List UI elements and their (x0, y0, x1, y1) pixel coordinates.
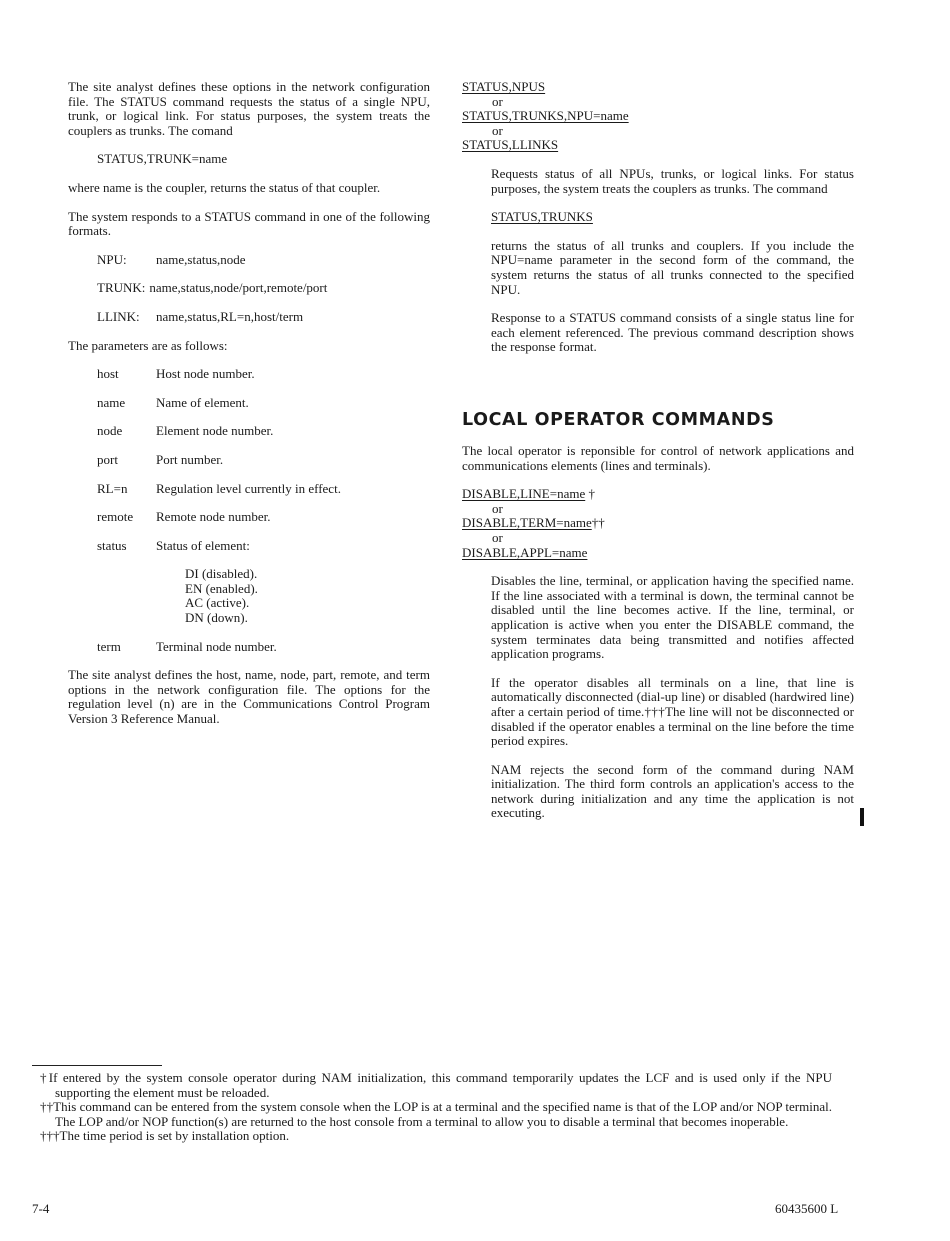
nam-paragraph: NAM rejects the second form of the command during NAM initialization. The third form controls an application's access to the network during initialization and any time the application is not executing. (491, 761, 854, 821)
param-key: term (97, 638, 121, 654)
or-text: or (492, 93, 503, 109)
param-row (68, 367, 430, 382)
intro-paragraph: The site analyst defines these options in the network configuration file. The STATUS command requests the status of a single NPU, trunk, or logical link. For status purposes, the system treats the couplers as trunks. The comand (68, 79, 430, 138)
param-row (68, 424, 430, 439)
change-bar (860, 808, 864, 826)
format-llink (68, 310, 430, 325)
disable-term-command (462, 516, 854, 531)
status-value: DN (down). (185, 610, 248, 626)
disable-line-command (462, 487, 854, 502)
footnote-mark: † (588, 486, 595, 502)
footnote-mark: †† (591, 515, 605, 531)
or-text: or (492, 529, 503, 545)
format-value: name,status,node (156, 251, 246, 267)
where-name-paragraph: where name is the coupler, returns the status of that coupler. (68, 179, 381, 195)
param-desc: Element node number. (156, 423, 274, 439)
status-trunks-npu-command: STATUS,TRUNKS,NPU=name (462, 108, 629, 124)
param-key: node (97, 423, 123, 439)
command-text: DISABLE,LINE=name (462, 486, 586, 502)
param-desc: Regulation level currently in effect. (156, 480, 341, 496)
right-column (462, 80, 854, 355)
status-value: AC (active). (185, 595, 250, 611)
disable-appl-command: DISABLE,APPL=name (462, 544, 588, 560)
status-llinks-command: STATUS,LLINKS (462, 137, 559, 153)
format-key: NPU: (97, 251, 127, 267)
footnotes (40, 1071, 832, 1144)
param-desc: Name of element. (156, 394, 249, 410)
command-text: DISABLE,TERM=name (462, 515, 592, 531)
local-operator-section (462, 444, 854, 821)
param-desc: Host node number. (156, 366, 255, 382)
param-desc: Terminal node number. (156, 638, 277, 654)
param-row (68, 539, 430, 554)
param-key: name (97, 394, 126, 410)
status-trunks-command: STATUS,TRUNKS (491, 209, 593, 225)
status-trunk-command: STATUS,TRUNK=name (97, 151, 228, 167)
param-row (68, 396, 430, 411)
param-key: status (97, 537, 127, 553)
responds-paragraph: The system responds to a STATUS command in one of the following formats. (68, 208, 430, 239)
param-key: remote (97, 509, 134, 525)
if-operator-paragraph: If the operator disables all terminals on a line, that line is automatically disconnected (dial-up line) or disabled (hardwired line) after a certain period of time.†††The line will not be disconnected or disabled if the operator enables a terminal on the line before the time period expires. (491, 674, 854, 749)
or-text: or (492, 500, 503, 516)
status-value: EN (enabled). (185, 580, 258, 596)
format-npu (68, 253, 430, 268)
disables-paragraph: Disables the line, terminal, or application having the specified name. If the line associated with a terminal is down, the terminal cannot be disabled until the line becomes active. If the line, terminal, or application is active when you enter the DISABLE command, the system terminates data being transmitted and notifies affected application programs. (491, 573, 854, 662)
param-key: host (97, 366, 119, 382)
requests-paragraph: Requests status of all NPUs, trunks, or logical links. For status purposes, the system treats the couplers as trunks. The command (491, 165, 854, 196)
section-heading: LOCAL OPERATOR COMMANDS (462, 410, 775, 430)
params-intro: The parameters are as follows: (68, 337, 228, 353)
status-values (68, 567, 430, 625)
param-key: port (97, 451, 118, 467)
page-number: 7-4 (32, 1201, 50, 1216)
param-desc: Remote node number. (156, 509, 271, 525)
status-value: DI (disabled). (185, 566, 258, 582)
left-column (68, 80, 430, 727)
response-paragraph: Response to a STATUS command consists of a single status line for each element referenced. The previous command description shows the response format. (491, 310, 854, 355)
footnote: †††The time period is set by installation option. (40, 1128, 290, 1144)
param-row (68, 482, 430, 497)
param-key: RL=n (97, 480, 128, 496)
format-value: name,status,node/port,remote/port (149, 280, 328, 296)
closing-paragraph: The site analyst defines the host, name, node, part, remote, and term options in the network configuration file. The options for the regulation level (n) are in the Communications Control Program Version 3 Reference Manual. (68, 667, 430, 727)
param-desc: Status of element: (156, 537, 250, 553)
param-row (68, 510, 430, 525)
format-trunk (68, 281, 430, 296)
param-row (68, 453, 430, 468)
param-desc: Port number. (156, 451, 224, 467)
or-text: or (492, 122, 503, 138)
footnote-rule (32, 1065, 162, 1066)
lop-intro-paragraph: The local operator is reponsible for control of network applications and communications elements (lines and terminals). (462, 443, 854, 473)
status-npus-command: STATUS,NPUS (462, 79, 546, 94)
document-number: 60435600 L (775, 1201, 839, 1216)
format-value: name,status,RL=n,host/term (156, 308, 304, 324)
format-key: TRUNK: (97, 280, 146, 296)
format-key: LLINK: (97, 308, 140, 324)
param-row (68, 640, 430, 655)
footnote: †If entered by the system console operator during NAM initialization, this command temporarily updates the LCF and is used only if the NPU supporting the element must be reloaded. (40, 1070, 832, 1100)
footnote: ††This command can be entered from the system console when the LOP is at a terminal and the specified name is that of the LOP and/or NOP terminal. The LOP and/or NOP function(s) are returned to the host console from a terminal to allow you to disable a terminal that becomes inoperable. (40, 1099, 832, 1129)
returns-paragraph: returns the status of all trunks and couplers. If you include the NPU=name parameter in the second form of the command, the system returns the status of all trunks connected to the specified NPU. (491, 237, 854, 297)
